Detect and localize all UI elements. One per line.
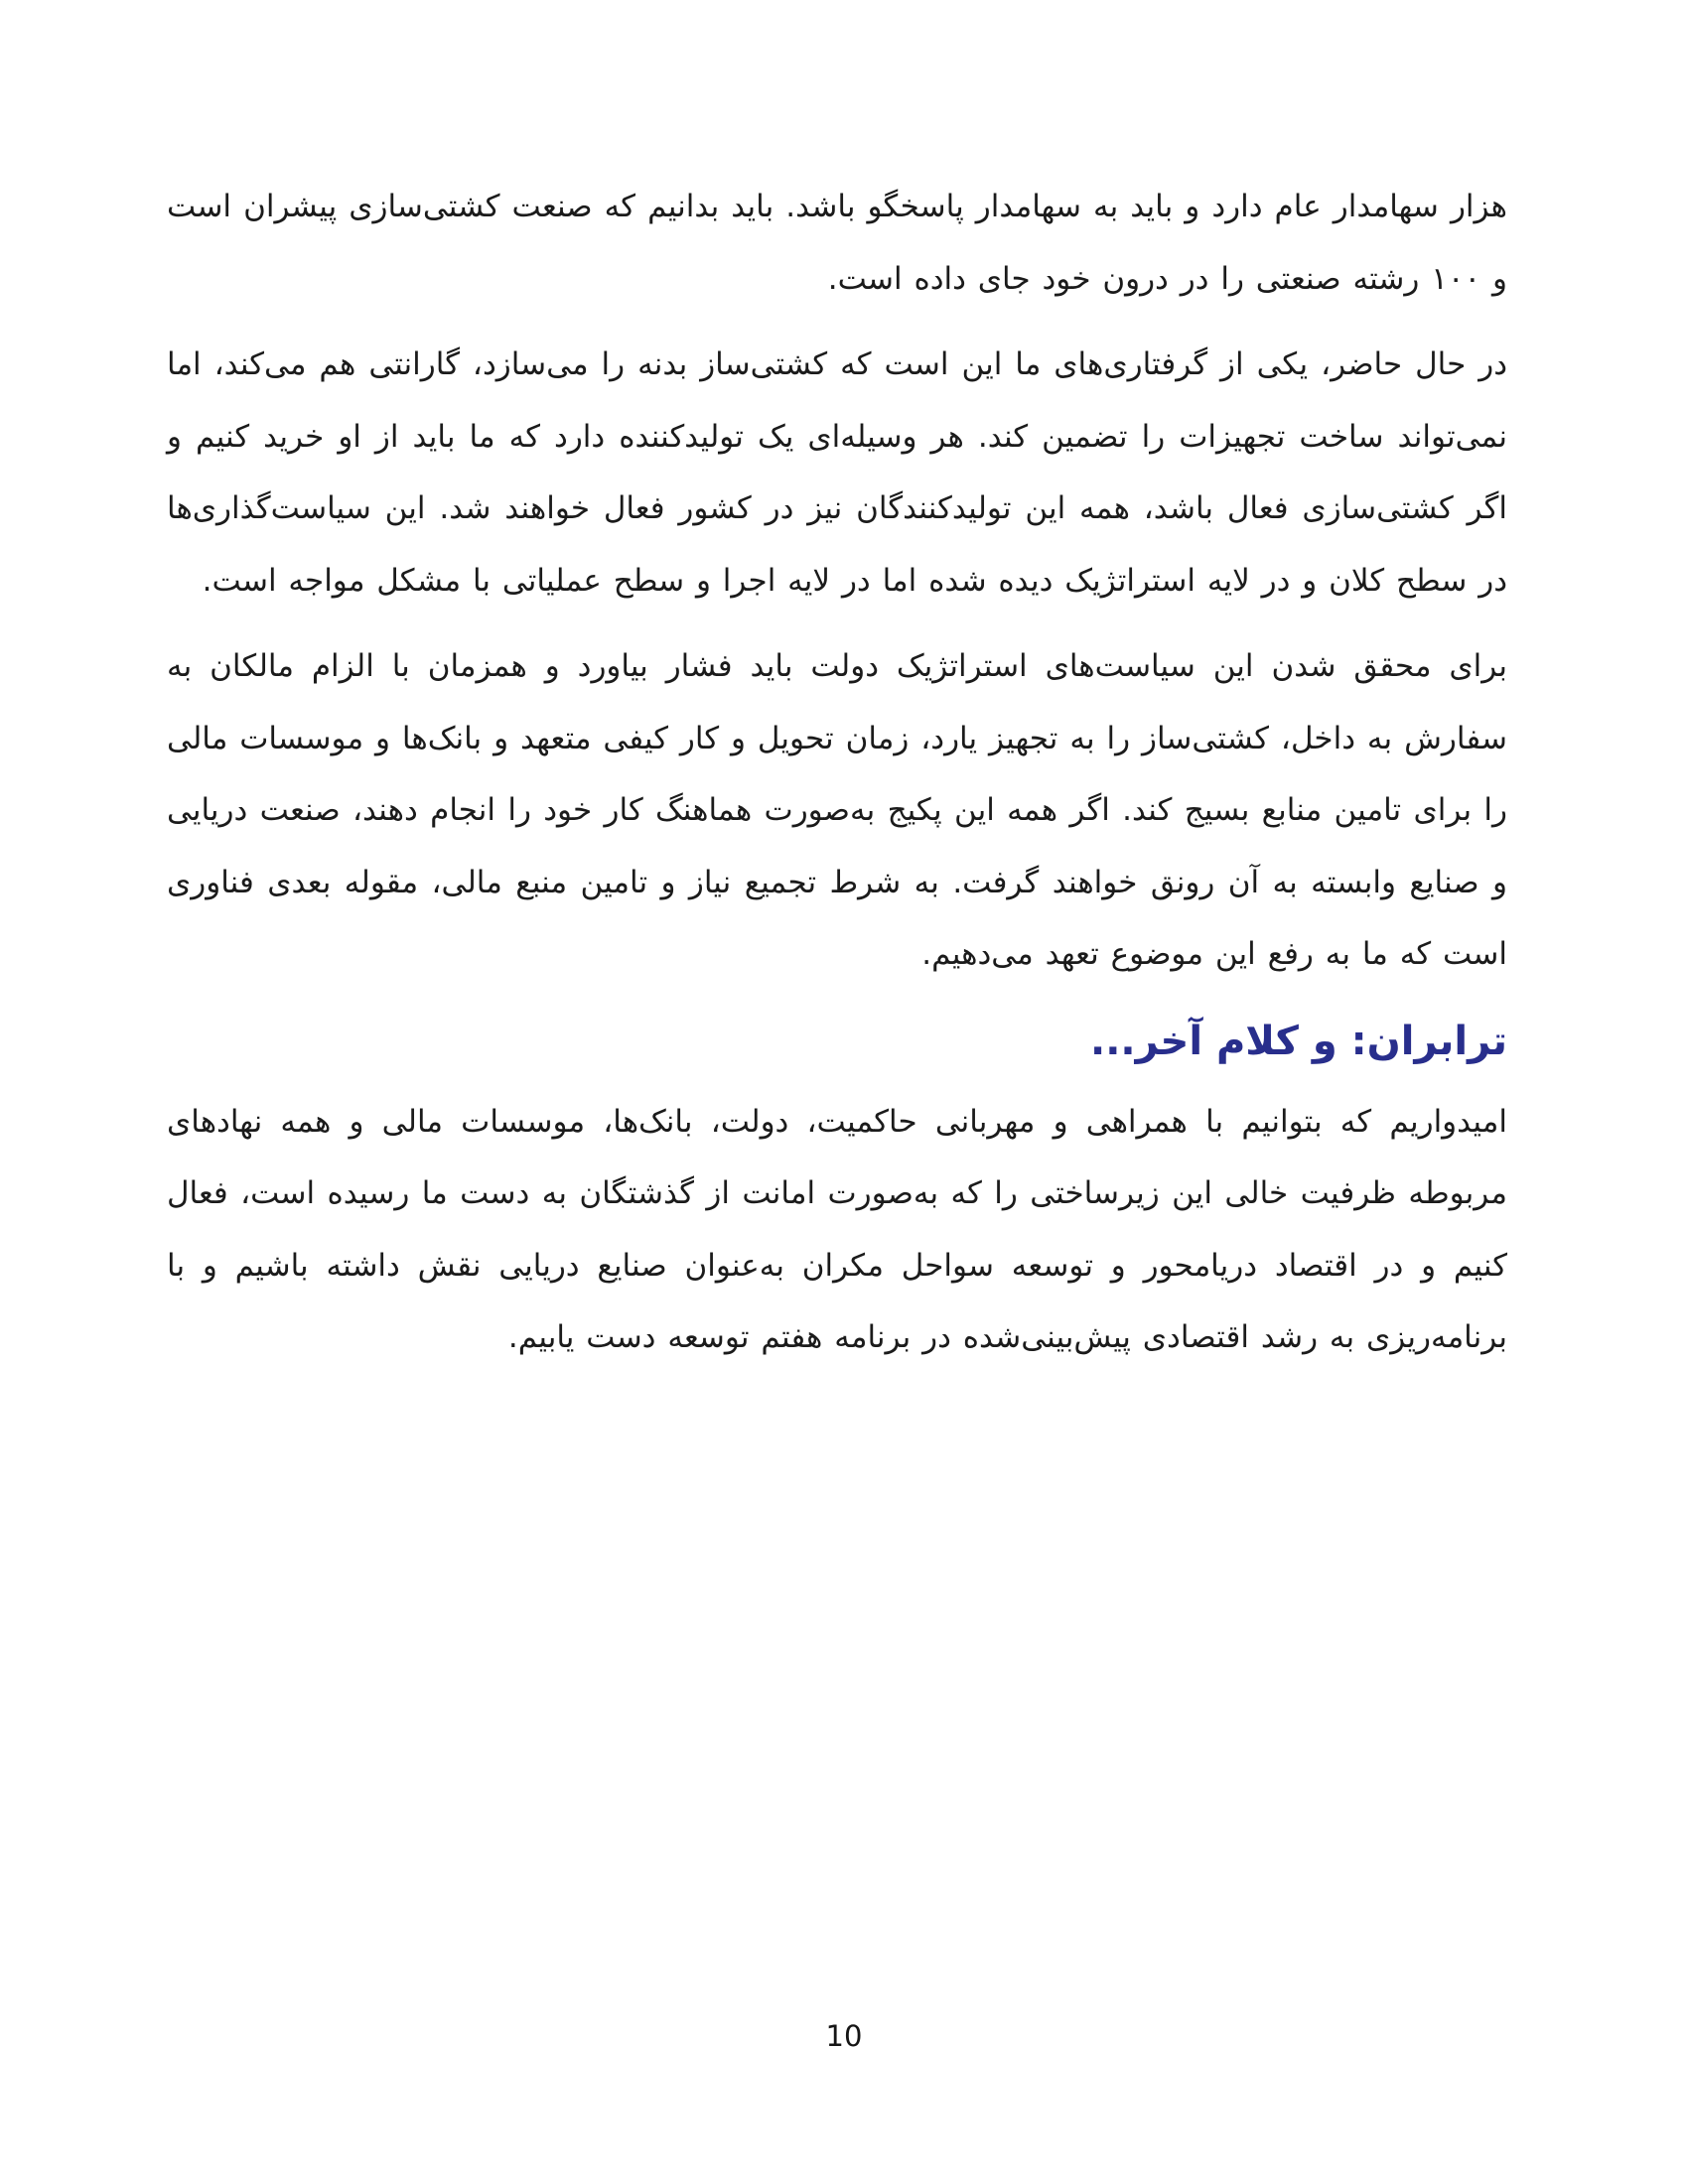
- section-heading-final-words: ترابران: و کلام آخر...: [1090, 1018, 1507, 1064]
- document-body: [167, 171, 1507, 1388]
- paragraph-government-policy: برای محقق شدن این سیاست‌های استراتژیک دولت باید فشار بیاورد و همزمان با الزام مالکان به سفارش به داخل، کشتی‌ساز را به تجهیز یارد، زمان تحویل و کار کیفی متعهد و بانک‌ها و موسسات مالی را برای تامین منابع بسیج کند. اگر همه این پکیج به‌صورت هماهنگ کار خود را انجام دهند، صنعت دریایی و صنایع وابسته به آن رونق خواهند گرفت. به شرط تجمیع نیاز و تامین منبع مالی، مقوله بعدی فناوری است که ما به رفع این موضوع تعهد می‌دهیم.: [167, 648, 1507, 973]
- page-number: 10: [825, 2019, 863, 2053]
- page-footer: [0, 2019, 1688, 2053]
- paragraph-shipbuilder-warranty: در حال حاضر، یکی از گرفتاری‌های ما این است که کشتی‌ساز بدنه را می‌سازد، گارانتی هم می‌کند، اما نمی‌تواند ساخت تجهیزات را تضمین کند. هر وسیله‌ای یک تولیدکننده دارد که ما باید از او خرید کنیم و اگر کشتی‌سازی فعال باشد، همه این تولیدکنندگان نیز در کشور فعال خواهند شد. این سیاست‌گذاری‌ها در سطح کلان و در لایه استراتژیک دیده شده اما در لایه اجرا و سطح عملیاتی با مشکل مواجه است.: [167, 346, 1507, 599]
- paragraph-shareholders: هزار سهامدار عام دارد و باید به سهامدار پاسخگو باشد. باید بدانیم که صنعت کشتی‌سازی پیشران است و ۱۰۰ رشته صنعتی را در درون خود جای داده است.: [167, 189, 1507, 297]
- paragraph-closing: امیدواریم که بتوانیم با همراهی و مهربانی حاکمیت، دولت، بانک‌ها، موسسات مالی و همه نهادهای مربوطه ظرفیت خالی این زیرساختی را که به‌صورت امانت از گذشتگان به دست ما رسیده است، فعال کنیم و در اقتصاد دریامحور و توسعه سواحل مکران به‌عنوان صنایع دریایی نقش داشته باشیم و با برنامه‌ریزی به رشد اقتصادی پیش‌بینی‌شده در برنامه هفتم توسعه دست یابیم.: [167, 1103, 1507, 1356]
